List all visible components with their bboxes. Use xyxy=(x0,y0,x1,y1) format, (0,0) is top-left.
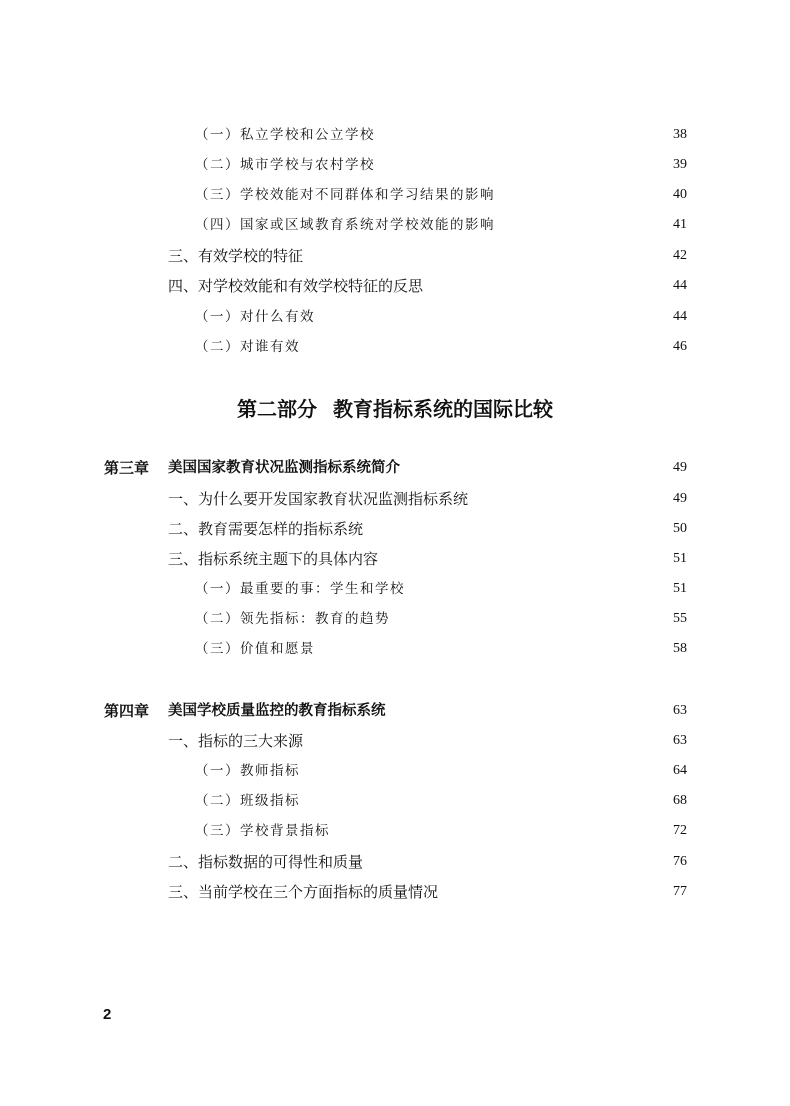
toc-entry-page: 49 xyxy=(673,491,687,506)
toc-entry-title: （二）班级指标 xyxy=(195,793,300,809)
toc-entry xyxy=(0,758,790,784)
toc-entry xyxy=(0,606,790,632)
toc-entry-page: 55 xyxy=(673,611,687,626)
toc-entry xyxy=(0,788,790,814)
toc-entry-page: 77 xyxy=(673,884,687,899)
toc-entry-title: 三、当前学校在三个方面指标的质量情况 xyxy=(168,883,439,901)
toc-entry-title: （二）领先指标：教育的趋势 xyxy=(195,611,390,627)
page-number: 2 xyxy=(103,1006,112,1023)
toc-entry-title: （四）国家或区域教育系统对学校效能的影响 xyxy=(195,217,495,233)
part-heading xyxy=(0,394,790,424)
part-title: 教育指标系统的国际比较 xyxy=(333,397,553,421)
toc-entry-page: 40 xyxy=(673,187,687,202)
toc-entry-page: 39 xyxy=(673,157,687,172)
toc-entry xyxy=(0,849,790,875)
toc-entry-title: （一）教师指标 xyxy=(195,763,300,779)
toc-entry-page: 63 xyxy=(673,733,687,748)
toc-entry xyxy=(0,636,790,662)
toc-entry xyxy=(0,304,790,330)
toc-entry xyxy=(0,182,790,208)
toc-entry xyxy=(0,546,790,572)
chapter-title: 美国国家教育状况监测指标系统简介 xyxy=(168,460,400,476)
toc-entry-title: 三、指标系统主题下的具体内容 xyxy=(168,550,379,568)
toc-entry-page: 51 xyxy=(673,551,687,566)
toc-chapter-heading xyxy=(0,455,790,481)
toc-entry-title: 三、有效学校的特征 xyxy=(168,247,304,265)
toc-entry xyxy=(0,334,790,360)
toc-entry xyxy=(0,152,790,178)
toc-entry xyxy=(0,818,790,844)
toc-entry-title: （三）价值和愿景 xyxy=(195,641,315,657)
toc-entry-page: 42 xyxy=(673,248,687,263)
toc-entry-page: 72 xyxy=(673,823,687,838)
chapter-label: 第四章 xyxy=(104,702,150,720)
toc-entry-title: 四、对学校效能和有效学校特征的反思 xyxy=(168,277,424,295)
toc-entry xyxy=(0,486,790,512)
part-label: 第二部分 xyxy=(237,397,317,421)
chapter-title: 美国学校质量监控的教育指标系统 xyxy=(168,703,386,719)
toc-entry-page: 68 xyxy=(673,793,687,808)
toc-entry-title: （一）私立学校和公立学校 xyxy=(195,127,375,143)
toc-entry-page: 38 xyxy=(673,127,687,142)
chapter-page: 63 xyxy=(673,703,687,718)
chapter-label: 第三章 xyxy=(104,459,150,477)
toc-entry-title: （三）学校效能对不同群体和学习结果的影响 xyxy=(195,187,495,203)
toc-entry-page: 64 xyxy=(673,763,687,778)
toc-entry-title: 一、指标的三大来源 xyxy=(168,732,304,750)
toc-entry-page: 51 xyxy=(673,581,687,596)
toc-entry xyxy=(0,122,790,148)
toc-entry-page: 44 xyxy=(673,278,687,293)
toc-entry xyxy=(0,516,790,542)
toc-entry-page: 44 xyxy=(673,309,687,324)
toc-entry xyxy=(0,243,790,269)
toc-entry-title: （二）城市学校与农村学校 xyxy=(195,157,375,173)
toc-entry-page: 46 xyxy=(673,339,687,354)
toc-entry-page: 58 xyxy=(673,641,687,656)
toc-entry-title: （二）对谁有效 xyxy=(195,339,300,355)
toc-entry-page: 50 xyxy=(673,521,687,536)
toc-entry-title: 二、教育需要怎样的指标系统 xyxy=(168,520,364,538)
toc-entry-title: 一、为什么要开发国家教育状况监测指标系统 xyxy=(168,490,469,508)
toc-entry xyxy=(0,273,790,299)
toc-entry xyxy=(0,576,790,602)
toc-entry xyxy=(0,728,790,754)
toc-entry-title: （一）最重要的事：学生和学校 xyxy=(195,581,405,597)
toc-entry-title: （一）对什么有效 xyxy=(195,309,315,325)
toc-entry-title: 二、指标数据的可得性和质量 xyxy=(168,853,364,871)
toc-entry-page: 76 xyxy=(673,854,687,869)
toc-entry-title: （三）学校背景指标 xyxy=(195,823,330,839)
toc-entry-page: 41 xyxy=(673,217,687,232)
toc-entry xyxy=(0,879,790,905)
chapter-page: 49 xyxy=(673,460,687,475)
toc-entry xyxy=(0,212,790,238)
toc-chapter-heading xyxy=(0,698,790,724)
